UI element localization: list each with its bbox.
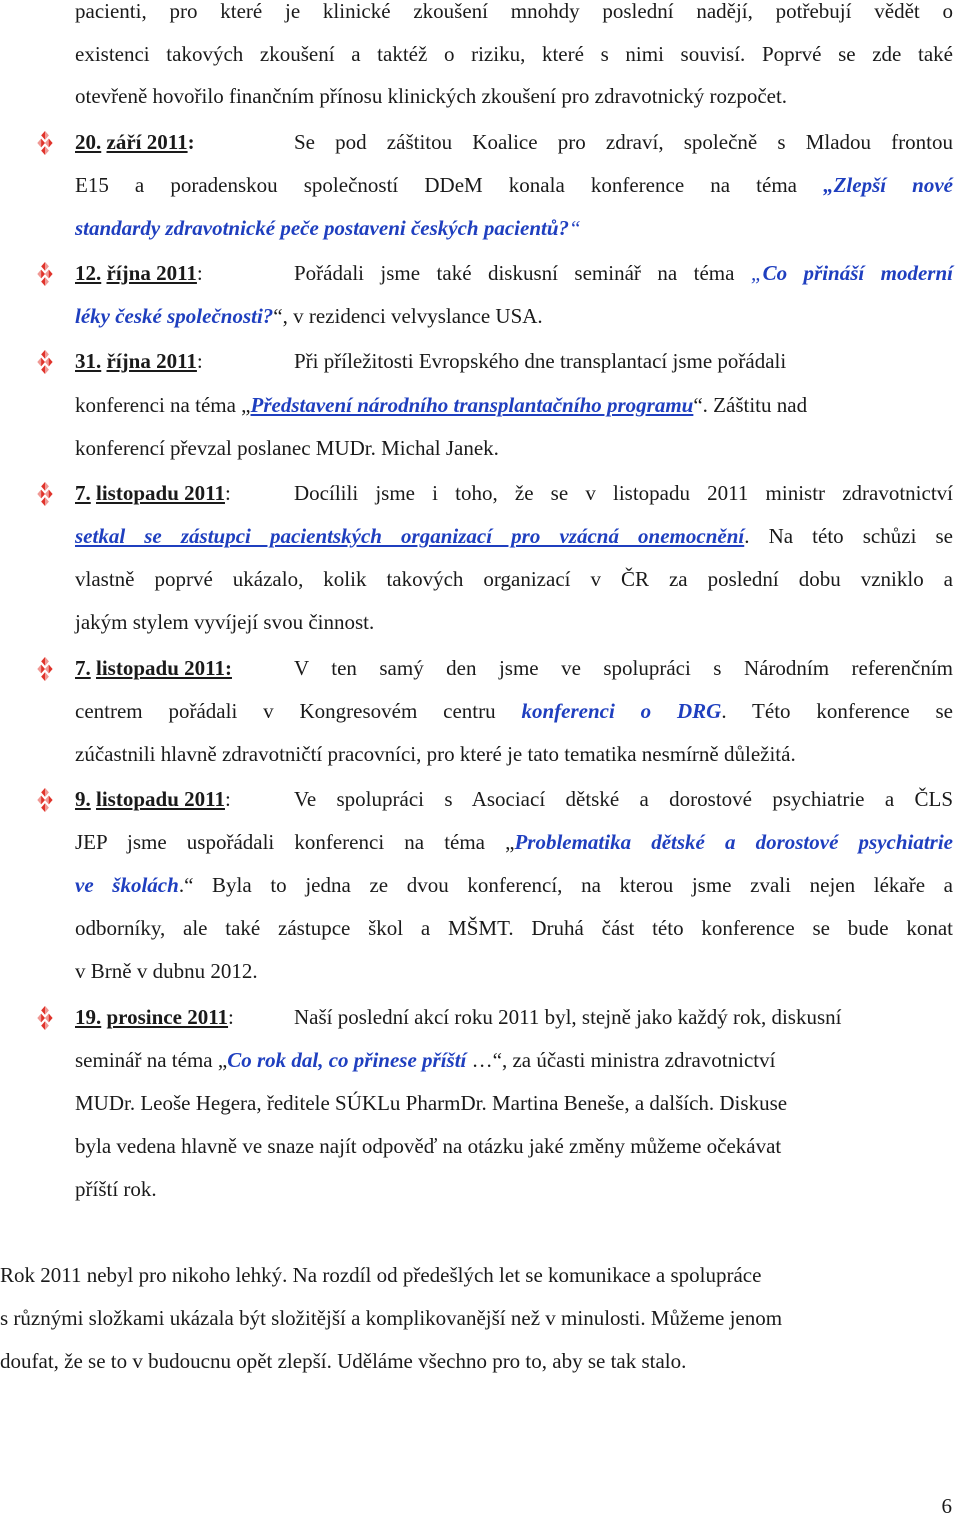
item-text-line-2: konferenci na téma „Představení národního transplantačního programu“. Záštitu nad — [75, 393, 808, 417]
item-text-line-2: JEP jsme uspořádali konferenci na téma „Problematika dětské a dorostové psychiatrie — [75, 830, 953, 854]
bullet-icon — [34, 130, 64, 158]
item-date: 12. října 2011: — [75, 261, 203, 285]
item-text-line-1: Pořádali jsme také diskusní seminář na téma „Co přináší moderní — [294, 261, 953, 285]
bullet-icon — [34, 656, 64, 684]
item-text-line-5: v Brně v dubnu 2012. — [75, 959, 258, 983]
item-text-line-2: centrem pořádali v Kongresovém centru konferenci o DRG. Této konference se — [75, 699, 953, 723]
item-text-line-1: V ten samý den jsme ve spolupráci s Národním referenčním — [294, 656, 953, 680]
item-text-line-4: jakým stylem vyvíjejí svou činnost. — [75, 610, 375, 634]
item-text-line-1: Ve spolupráci s Asociací dětské a dorostové psychiatrie a ČLS — [294, 787, 953, 811]
item-text-line-3: standardy zdravotnické peče postaveni českých pacientů?“ — [75, 216, 581, 240]
item-text-line-2: seminář na téma „Co rok dal, co přinese příští …“, za účasti ministra zdravotnictví — [75, 1048, 776, 1072]
item-text-line-1: Naší poslední akcí roku 2011 byl, stejně jako každý rok, diskusní — [294, 1005, 842, 1029]
intro-line-1: pacienti, pro které je klinické zkoušení mnohdy poslední nadějí, potřebují vědět o — [75, 0, 953, 23]
bullet-icon — [34, 787, 64, 815]
item-text-line-3: MUDr. Leoše Hegera, ředitele SÚKLu PharmDr. Martina Beneše, a dalších. Diskuse — [75, 1091, 788, 1115]
closing-line-1: Rok 2011 nebyl pro nikoho lehký. Na rozdíl od předešlých let se komunikace a spolupráce — [0, 1263, 762, 1287]
item-date: 7. listopadu 2011: — [75, 656, 232, 680]
bullet-icon — [34, 349, 64, 377]
item-text-line-1: Docílili jsme i toho, že se v listopadu 2011 ministr zdravotnictví — [294, 481, 953, 505]
closing-line-3: doufat, že se to v budoucnu opět zlepší. Uděláme všechno pro to, aby se tak stalo. — [0, 1349, 687, 1373]
item-text-line-3: vlastně poprvé ukázalo, kolik takových organizací v ČR za poslední dobu vzniklo a — [75, 567, 953, 591]
item-text-line-3: ve školách.“ Byla to jedna ze dvou konferencí, na kterou jsme zvali nejen lékaře a — [75, 873, 954, 897]
item-text-line-5: příští rok. — [75, 1177, 157, 1201]
bullet-icon — [34, 1005, 64, 1033]
item-text-line-3: zúčastnili hlavně zdravotničtí pracovníci, pro které je tato tematika nesmírně důležitá. — [75, 742, 796, 766]
closing-line-2: s různými složkami ukázala být složitější a komplikovanější než v minulosti. Můžeme jenom — [0, 1306, 783, 1330]
item-text-line-4: odborníky, ale také zástupce škol a MŠMT. Druhá část této konference se bude konat — [75, 916, 953, 940]
item-date: 9. listopadu 2011: — [75, 787, 231, 811]
item-date: 20. září 2011: — [75, 130, 195, 154]
intro-line-3: otevřeně hovořilo finančním přínosu klinických zkoušení pro zdravotnický rozpočet. — [75, 84, 788, 108]
intro-line-2: existenci takových zkoušení a taktéž o riziku, které s nimi souvisí. Poprvé se zde také — [75, 42, 953, 66]
item-text-line-1: Se pod záštitou Koalice pro zdraví, společně s Mladou frontou — [294, 130, 953, 154]
bullet-icon — [34, 261, 64, 289]
item-date: 31. října 2011: — [75, 349, 203, 373]
item-text-line-1: Při příležitosti Evropského dne transplantací jsme pořádali — [294, 349, 787, 373]
item-text-line-2: E15 a poradenskou společností DDeM konala konference na téma „Zlepší nové — [75, 173, 954, 197]
item-date: 7. listopadu 2011: — [75, 481, 231, 505]
bullet-icon — [34, 481, 64, 509]
item-date: 19. prosince 2011: — [75, 1005, 234, 1029]
item-text-line-4: byla vedena hlavně ve snaze najít odpověď na otázku jaké změny můžeme očekávat — [75, 1134, 782, 1158]
item-text-line-3: konferencí převzal poslanec MUDr. Michal Janek. — [75, 436, 499, 460]
item-text-line-2: setkal se zástupci pacientských organizací pro vzácná onemocnění. Na této schůzi se — [75, 524, 953, 548]
page-number: 6 — [941, 1494, 952, 1518]
item-text-line-2: léky české společnosti?“, v rezidenci velvyslance USA. — [75, 304, 543, 328]
